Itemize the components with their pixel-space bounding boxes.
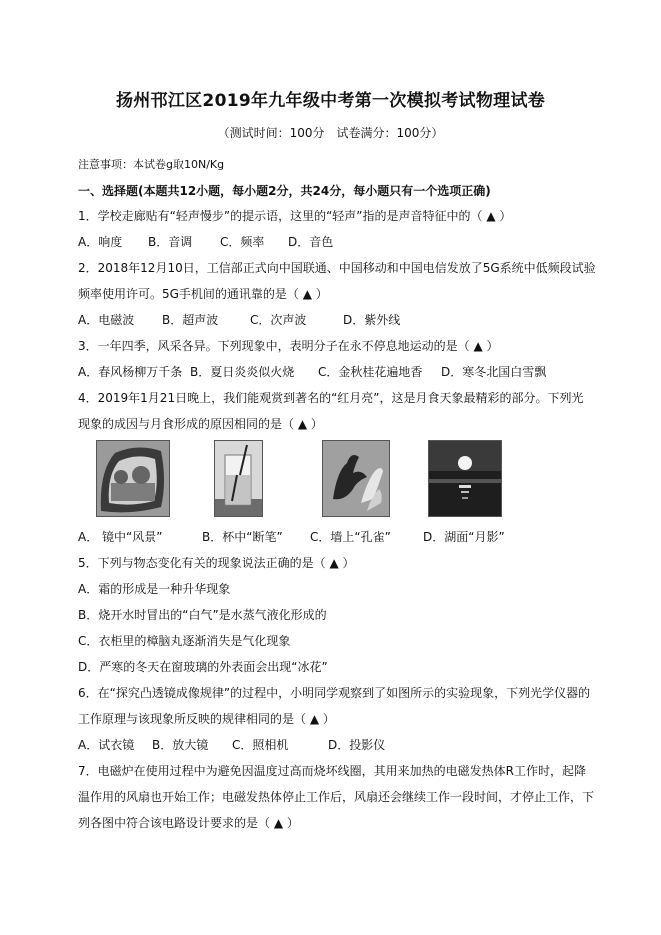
section-heading-choice: 一、选择题(本题共12小题，每小题2分，共24分，每小题只有一个选项正确) — [78, 184, 491, 198]
q6-option-c: C．照相机 — [232, 738, 289, 752]
q5-option-d: D．严寒的冬天在窗玻璃的外表面会出现“冰花” — [78, 660, 328, 674]
q1-option-c: C．频率 — [220, 235, 265, 249]
q5-option-b: B．烧开水时冒出的“白气”是水蒸气液化形成的 — [78, 608, 327, 622]
q6-option-b: B．放大镜 — [152, 738, 209, 752]
mirror-scenery-image — [96, 440, 170, 517]
q2-stem-line2: 频率使用许可。5G手机间的通讯靠的是（ ▲ ） — [78, 287, 328, 301]
q3-option-c: C．金秋桂花遍地香 — [318, 365, 423, 379]
q1-stem: 1．学校走廊贴有“轻声慢步”的提示语，这里的“轻声”指的是声音特征中的（ ▲ ） — [78, 209, 512, 223]
q3-option-a: A．春风杨柳万千条 — [78, 365, 183, 379]
q6-stem-line2: 工作原理与该现象所反映的规律相同的是（ ▲ ） — [78, 712, 335, 726]
lake-moon-reflection-image — [428, 440, 502, 517]
q4-stem-line2: 现象的成因与月食形成的原因相同的是（ ▲ ） — [78, 417, 323, 431]
q4-option-c: C．墙上“孔雀” — [310, 530, 391, 544]
q4-option-d: D．湖面“月影” — [423, 530, 505, 544]
q3-option-d: D．寒冬北国白雪飘 — [441, 365, 547, 379]
q2-option-d: D．紫外线 — [343, 313, 401, 327]
q5-stem: 5．下列与物态变化有关的现象说法正确的是（ ▲ ） — [78, 556, 355, 570]
q4-option-a: A． 镜中“风景” — [78, 530, 163, 544]
q7-stem-line3: 列各图中符合该电路设计要求的是（ ▲ ） — [78, 816, 299, 830]
q4-option-b: B．杯中“断笔” — [202, 530, 283, 544]
q2-option-a: A．电磁波 — [78, 313, 135, 327]
q5-option-a: A．霜的形成是一种升华现象 — [78, 582, 231, 596]
q4-stem-line1: 4．2019年1月21日晚上，我们能观赏到著名的“红月亮”，这是月食天象最精彩的部分。下列光 — [78, 391, 584, 405]
q1-option-d: D．音色 — [288, 235, 334, 249]
q2-option-b: B．超声波 — [162, 313, 219, 327]
q6-stem-line1: 6．在“探究凸透镜成像规律”的过程中，小明同学观察到了如图所示的实验现象，下列光学仪器的 — [78, 686, 591, 700]
q5-option-c: C．衣柜里的樟脑丸逐渐消失是气化现象 — [78, 634, 291, 648]
q2-option-c: C．次声波 — [250, 313, 307, 327]
q7-stem-line1: 7．电磁炉在使用过程中为避免因温度过高而烧坏线圈，其用来加热的电磁发热体R工作时，起降 — [78, 764, 586, 778]
q1-option-a: A．响度 — [78, 235, 123, 249]
q2-stem-line1: 2．2018年12月10日，工信部正式向中国联通、中国移动和中国电信发放了5G系统中低频段试验 — [78, 261, 596, 275]
q1-option-b: B．音调 — [148, 235, 193, 249]
q7-stem-line2: 温作用的风扇也开始工作；电磁发热体停止工作后，风扇还会继续工作一段时间，才停止工作，下 — [78, 790, 595, 804]
q3-option-b: B．夏日炎炎似火烧 — [190, 365, 295, 379]
exam-subtitle: （测试时间：100分 试卷满分：100分） — [217, 126, 444, 140]
q6-option-d: D．投影仪 — [328, 738, 386, 752]
exam-title: 扬州邗江区2019年九年级中考第一次模拟考试物理试卷 — [115, 91, 546, 111]
glass-broken-pen-image — [214, 440, 263, 517]
q6-option-a: A．试衣镜 — [78, 738, 135, 752]
wall-peacock-shadow-image — [322, 440, 390, 517]
q3-stem: 3．一年四季，风采各异。下列现象中，表明分子在永不停息地运动的是（ ▲ ） — [78, 339, 499, 353]
exam-note: 注意事项：本试卷g取10N/Kg — [78, 158, 225, 171]
